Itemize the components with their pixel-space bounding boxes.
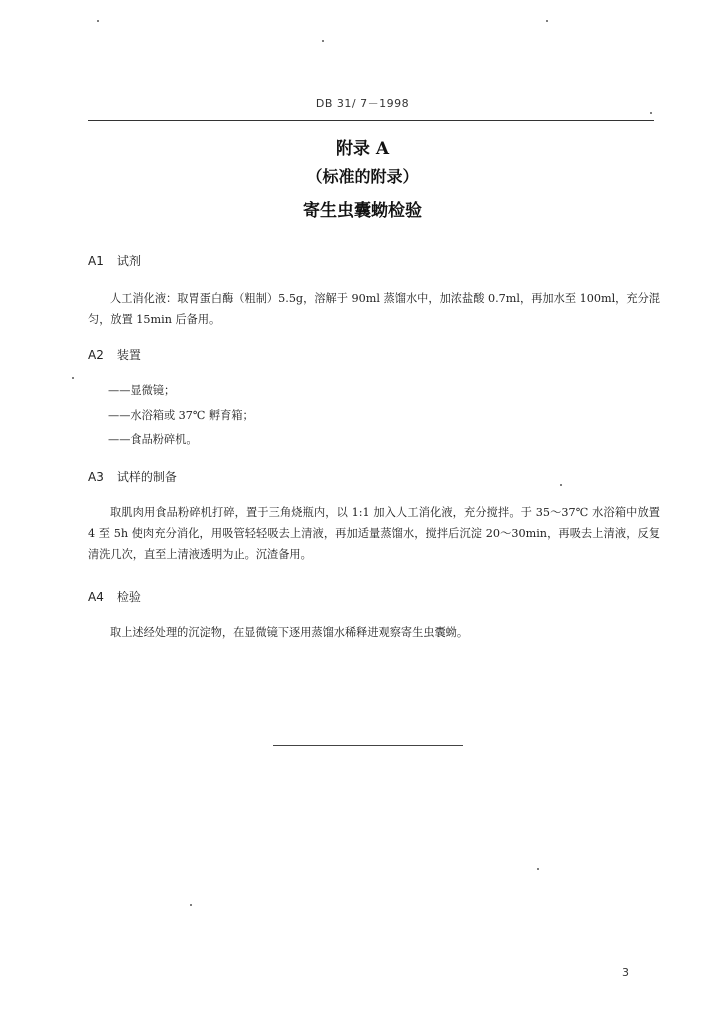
scan-speck <box>560 484 562 486</box>
appendix-title: 附录 A <box>335 139 390 159</box>
list-item: ——食品粉碎机。 <box>108 433 198 446</box>
appendix-subject: 寄生虫囊蚴检验 <box>303 201 422 221</box>
section-title: 检验 <box>116 590 141 604</box>
section-a2-heading <box>88 346 141 363</box>
scan-speck <box>322 40 324 42</box>
section-number: A2 <box>88 348 104 362</box>
scan-speck <box>546 20 548 22</box>
section-a3-text: 取肌肉用食品粉碎机打碎，置于三角烧瓶内，以 1:1 加入人工消化液，充分搅拌。于 35～37℃ 水浴箱中放置 4 至 5h 使肉充分消化，用吸管轻轻吸去上清液，再加适量蒸馏水，搅拌后沉淀 20～30min，再吸去上清液，反复清洗几次，直至上清液透明为止。沉渣备用。 <box>88 506 661 561</box>
scan-speck <box>72 377 74 379</box>
scan-speck <box>537 868 539 870</box>
list-item: ——水浴箱或 37℃ 孵育箱； <box>108 409 254 422</box>
section-a1-text: 人工消化液：取胃蛋白酶（粗制）5.5g，溶解于 90ml 蒸馏水中，加浓盐酸 0.7ml，再加水至 100ml，充分混匀，放置 15min 后备用。 <box>88 292 660 326</box>
scan-speck <box>190 904 192 906</box>
section-title: 试剂 <box>116 254 141 268</box>
section-title: 装置 <box>116 348 141 362</box>
section-a3-heading <box>88 468 177 485</box>
page-number: 3 <box>622 966 629 979</box>
appendix-nature: （标准的附录） <box>306 167 419 186</box>
section-a4-text: 取上述经处理的沉淀物，在显微镜下逐用蒸馏水稀释进观察寄生虫囊蚴。 <box>110 626 469 639</box>
end-divider <box>273 745 463 746</box>
header-divider <box>88 120 654 121</box>
standard-code: DB 31/ 7－1998 <box>315 97 410 110</box>
section-number: A4 <box>88 590 104 604</box>
scan-speck <box>97 20 99 22</box>
section-title: 试样的制备 <box>116 470 177 484</box>
section-a4-heading <box>88 588 141 605</box>
section-a1-heading <box>88 252 141 269</box>
section-number: A3 <box>88 470 104 484</box>
list-item: ——显微镜； <box>108 384 176 397</box>
scan-speck <box>650 112 652 114</box>
section-number: A1 <box>88 254 104 268</box>
